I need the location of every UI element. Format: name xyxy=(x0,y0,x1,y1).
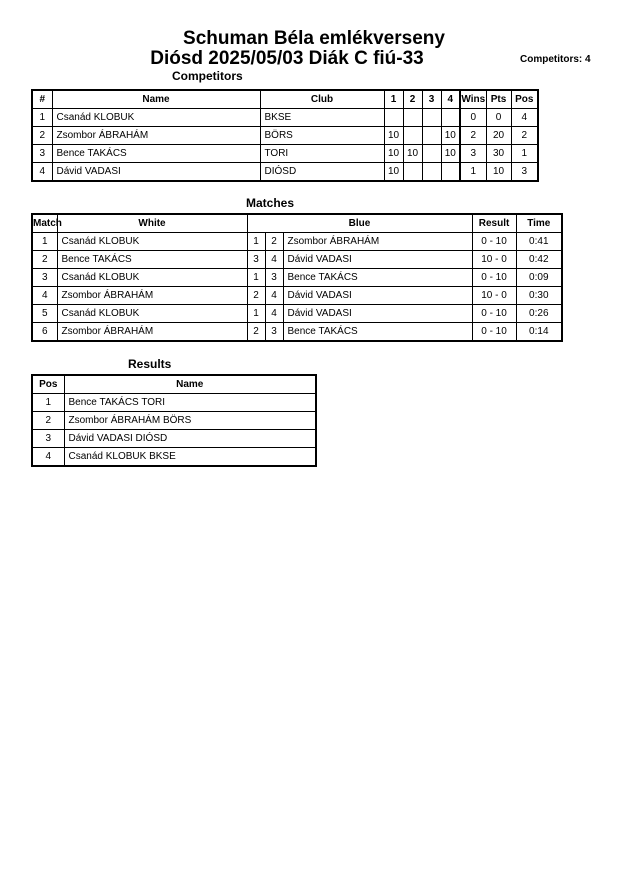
col-header-pos: Pos xyxy=(511,90,538,109)
competitor-number: 4 xyxy=(32,163,52,182)
white-number: 2 xyxy=(247,287,265,305)
blue-competitor: Dávid VADASI xyxy=(283,305,472,323)
score-vs-2 xyxy=(403,127,422,145)
blue-competitor: Bence TAKÁCS xyxy=(283,323,472,342)
blue-competitor: Dávid VADASI xyxy=(283,251,472,269)
result-row xyxy=(32,430,316,448)
match-result: 10 - 0 xyxy=(472,287,516,305)
blue-competitor: Dávid VADASI xyxy=(283,287,472,305)
competitors-header-row xyxy=(32,90,538,109)
col-header-white: White xyxy=(57,214,247,233)
competitor-number: 3 xyxy=(32,145,52,163)
match-row xyxy=(32,269,562,287)
blue-number: 4 xyxy=(265,287,283,305)
match-row xyxy=(32,251,562,269)
result-name: Csanád KLOBUK BKSE xyxy=(64,448,316,467)
title-line-2: Diósd 2025/05/03 Diák C fiú-33 xyxy=(150,48,424,69)
col-header-3: 3 xyxy=(422,90,441,109)
result-row xyxy=(32,394,316,412)
result-name: Dávid VADASI DIÓSD xyxy=(64,430,316,448)
result-name: Zsombor ÁBRAHÁM BÖRS xyxy=(64,412,316,430)
match-time: 0:09 xyxy=(516,269,562,287)
match-result: 0 - 10 xyxy=(472,305,516,323)
match-number: 3 xyxy=(32,269,57,287)
competitor-points: 30 xyxy=(486,145,511,163)
competitor-row xyxy=(32,109,538,127)
score-vs-2 xyxy=(403,109,422,127)
result-position: 1 xyxy=(32,394,64,412)
col-header-time: Time xyxy=(516,214,562,233)
match-row xyxy=(32,323,562,342)
matches-table xyxy=(31,213,563,342)
col-header-res-name: Name xyxy=(64,375,316,394)
result-row xyxy=(32,448,316,467)
competitors-table xyxy=(31,89,539,182)
col-header-name: Name xyxy=(52,90,260,109)
matches-header-row xyxy=(32,214,562,233)
blue-number: 2 xyxy=(265,233,283,251)
white-number: 1 xyxy=(247,305,265,323)
competitor-name: Csanád KLOBUK xyxy=(52,109,260,127)
competitor-position: 2 xyxy=(511,127,538,145)
competitor-points: 20 xyxy=(486,127,511,145)
competitor-name: Zsombor ÁBRAHÁM xyxy=(52,127,260,145)
match-row xyxy=(32,233,562,251)
competitor-name: Dávid VADASI xyxy=(52,163,260,182)
match-row xyxy=(32,287,562,305)
competitor-position: 3 xyxy=(511,163,538,182)
white-competitor: Zsombor ÁBRAHÁM xyxy=(57,323,247,342)
white-number: 2 xyxy=(247,323,265,342)
score-vs-1 xyxy=(384,109,403,127)
score-vs-2 xyxy=(403,163,422,182)
result-position: 3 xyxy=(32,430,64,448)
matches-heading: Matches xyxy=(246,196,295,210)
competitor-wins: 2 xyxy=(460,127,486,145)
white-competitor: Csanád KLOBUK xyxy=(57,233,247,251)
match-number: 1 xyxy=(32,233,57,251)
col-header-result: Result xyxy=(472,214,516,233)
score-vs-3 xyxy=(422,127,441,145)
col-header-num: # xyxy=(32,90,52,109)
match-time: 0:42 xyxy=(516,251,562,269)
col-header-4: 4 xyxy=(441,90,460,109)
score-vs-3 xyxy=(422,145,441,163)
competitor-position: 1 xyxy=(511,145,538,163)
match-number: 6 xyxy=(32,323,57,342)
blue-competitor: Zsombor ÁBRAHÁM xyxy=(283,233,472,251)
col-header-club: Club xyxy=(260,90,384,109)
score-vs-1: 10 xyxy=(384,127,403,145)
white-number: 1 xyxy=(247,269,265,287)
match-number: 4 xyxy=(32,287,57,305)
match-number: 2 xyxy=(32,251,57,269)
col-header-1: 1 xyxy=(384,90,403,109)
competitor-wins: 3 xyxy=(460,145,486,163)
competitor-wins: 1 xyxy=(460,163,486,182)
competitor-name: Bence TAKÁCS xyxy=(52,145,260,163)
competitor-row xyxy=(32,127,538,145)
score-vs-1: 10 xyxy=(384,163,403,182)
competitor-club: BÖRS xyxy=(260,127,384,145)
competitor-position: 4 xyxy=(511,109,538,127)
white-competitor: Csanád KLOBUK xyxy=(57,269,247,287)
match-time: 0:41 xyxy=(516,233,562,251)
white-number: 3 xyxy=(247,251,265,269)
score-vs-4: 10 xyxy=(441,145,460,163)
competitor-club: BKSE xyxy=(260,109,384,127)
blue-competitor: Bence TAKÁCS xyxy=(283,269,472,287)
score-vs-4 xyxy=(441,163,460,182)
competitors-heading: Competitors xyxy=(172,69,243,83)
white-number: 1 xyxy=(247,233,265,251)
competitor-club: TORI xyxy=(260,145,384,163)
match-time: 0:14 xyxy=(516,323,562,342)
title-line-1: Schuman Béla emlékverseny xyxy=(183,28,445,49)
results-header-row xyxy=(32,375,316,394)
white-competitor: Zsombor ÁBRAHÁM xyxy=(57,287,247,305)
results-heading: Results xyxy=(128,357,172,371)
match-result: 0 - 10 xyxy=(472,269,516,287)
white-competitor: Bence TAKÁCS xyxy=(57,251,247,269)
col-header-blue: Blue xyxy=(247,214,472,233)
score-vs-4 xyxy=(441,109,460,127)
competitor-row xyxy=(32,145,538,163)
match-time: 0:26 xyxy=(516,305,562,323)
score-vs-4: 10 xyxy=(441,127,460,145)
competitor-row xyxy=(32,163,538,182)
result-row xyxy=(32,412,316,430)
col-header-2: 2 xyxy=(403,90,422,109)
competitor-points: 0 xyxy=(486,109,511,127)
match-result: 0 - 10 xyxy=(472,323,516,342)
score-vs-1: 10 xyxy=(384,145,403,163)
white-competitor: Csanád KLOBUK xyxy=(57,305,247,323)
competitor-number: 2 xyxy=(32,127,52,145)
competitor-wins: 0 xyxy=(460,109,486,127)
score-vs-2: 10 xyxy=(403,145,422,163)
match-time: 0:30 xyxy=(516,287,562,305)
competitor-club: DIÓSD xyxy=(260,163,384,182)
blue-number: 3 xyxy=(265,323,283,342)
col-header-res-pos: Pos xyxy=(32,375,64,394)
results-table xyxy=(31,374,317,467)
result-position: 4 xyxy=(32,448,64,467)
match-result: 10 - 0 xyxy=(472,251,516,269)
competitor-number: 1 xyxy=(32,109,52,127)
result-position: 2 xyxy=(32,412,64,430)
col-header-pts: Pts xyxy=(486,90,511,109)
col-header-match: Match xyxy=(32,214,57,233)
blue-number: 4 xyxy=(265,251,283,269)
col-header-wins: Wins xyxy=(460,90,486,109)
score-vs-3 xyxy=(422,163,441,182)
match-result: 0 - 10 xyxy=(472,233,516,251)
competitors-count: Competitors: 4 xyxy=(520,54,591,65)
match-number: 5 xyxy=(32,305,57,323)
blue-number: 4 xyxy=(265,305,283,323)
score-vs-3 xyxy=(422,109,441,127)
result-name: Bence TAKÁCS TORI xyxy=(64,394,316,412)
blue-number: 3 xyxy=(265,269,283,287)
competitor-points: 10 xyxy=(486,163,511,182)
match-row xyxy=(32,305,562,323)
